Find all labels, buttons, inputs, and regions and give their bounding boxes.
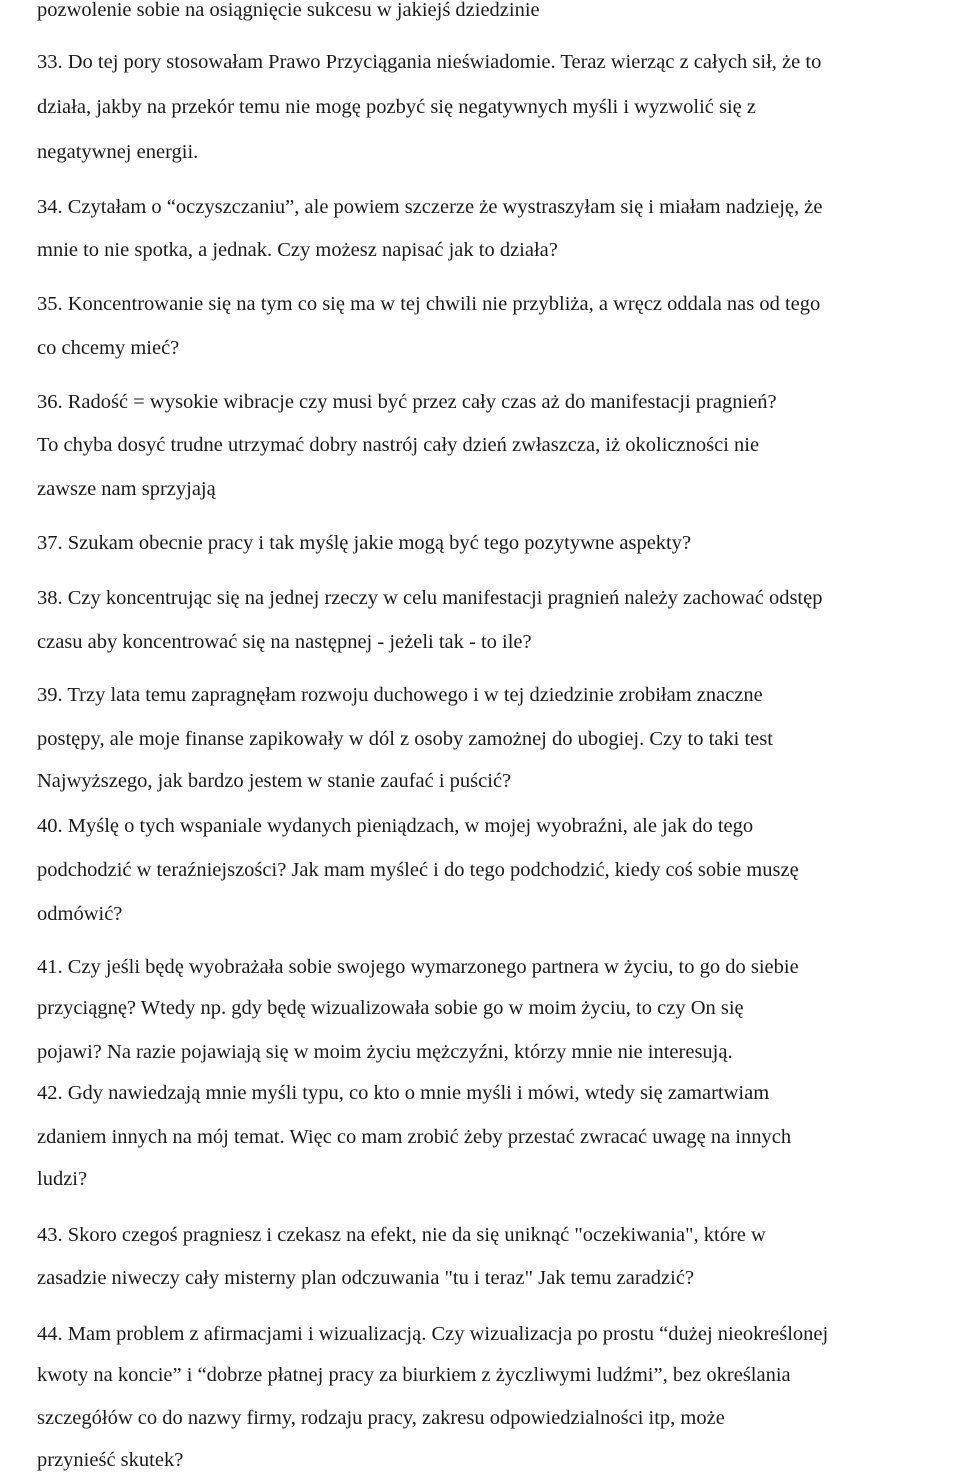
text-line: 39. Trzy lata temu zapragnęłam rozwoju duchowego i w tej dziedzinie zrobiłam znaczne bbox=[37, 684, 763, 706]
text-line: postępy, ale moje finanse zapikowały w dól z osoby zamożnej do ubogiej. Czy to taki test bbox=[37, 728, 773, 750]
text-line: 37. Szukam obecnie pracy i tak myślę jakie mogą być tego pozytywne aspekty? bbox=[37, 532, 692, 554]
text-line: czasu aby koncentrować się na następnej - jeżeli tak - to ile? bbox=[37, 631, 532, 653]
text-line: ludzi? bbox=[37, 1168, 88, 1190]
text-line: podchodzić w teraźniejszości? Jak mam myśleć i do tego podchodzić, kiedy coś sobie muszę bbox=[37, 859, 799, 881]
text-line: działa, jakby na przekór temu nie mogę pozbyć się negatywnych myśli i wyzwolić się z bbox=[37, 96, 756, 118]
text-line: 34. Czytałam o “oczyszczaniu”, ale powiem szczerze że wystraszyłam się i miałam nadzieję, że bbox=[37, 196, 823, 218]
text-line: co chcemy mieć? bbox=[37, 337, 180, 359]
text-line: przyciągnę? Wtedy np. gdy będę wizualizowała sobie go w moim życiu, to czy On się bbox=[37, 997, 744, 1019]
text-line: 33. Do tej pory stosowałam Prawo Przyciągania nieświadomie. Teraz wierząc z całych sił, że to bbox=[37, 51, 822, 73]
text-line: To chyba dosyć trudne utrzymać dobry nastrój cały dzień zwłaszcza, iż okoliczności nie bbox=[37, 434, 760, 456]
text-line: pozwolenie sobie na osiągnięcie sukcesu w jakiejś dziedzinie bbox=[37, 0, 540, 21]
text-line: mnie to nie spotka, a jednak. Czy możesz napisać jak to działa? bbox=[37, 239, 558, 261]
text-line: 35. Koncentrowanie się na tym co się ma w tej chwili nie przybliża, a wręcz oddala nas od tego bbox=[37, 293, 821, 315]
text-line: Najwyższego, jak bardzo jestem w stanie zaufać i puścić? bbox=[37, 770, 512, 792]
text-line: przynieść skutek? bbox=[37, 1449, 184, 1471]
text-line: 43. Skoro czegoś pragniesz i czekasz na efekt, nie da się uniknąć "oczekiwania", które w bbox=[37, 1224, 766, 1246]
text-line: szczegółów co do nazwy firmy, rodzaju pracy, zakresu odpowiedzialności itp, może bbox=[37, 1407, 725, 1429]
text-line: 38. Czy koncentrując się na jednej rzeczy w celu manifestacji pragnień należy zachować odstęp bbox=[37, 587, 823, 609]
text-line: kwoty na koncie” i “dobrze płatnej pracy za biurkiem z życzliwymi ludźmi”, bez określania bbox=[37, 1364, 791, 1386]
text-line: 44. Mam problem z afirmacjami i wizualizacją. Czy wizualizacja po prostu “dużej nieokreślonej bbox=[37, 1323, 829, 1345]
text-line: 42. Gdy nawiedzają mnie myśli typu, co kto o mnie myśli i mówi, wtedy się zamartwiam bbox=[37, 1082, 770, 1104]
text-line: 41. Czy jeśli będę wyobrażała sobie swojego wymarzonego partnera w życiu, to go do siebie bbox=[37, 956, 799, 978]
text-line: zasadzie niweczy cały misterny plan odczuwania "tu i teraz" Jak temu zaradzić? bbox=[37, 1267, 695, 1289]
text-line: negatywnej energii. bbox=[37, 141, 199, 163]
text-line: zdaniem innych na mój temat. Więc co mam zrobić żeby przestać zwracać uwagę na innych bbox=[37, 1126, 792, 1148]
text-line: zawsze nam sprzyjają bbox=[37, 478, 216, 500]
text-line: 40. Myślę o tych wspaniale wydanych pieniądzach, w mojej wyobraźni, ale jak do tego bbox=[37, 815, 754, 837]
text-line: 36. Radość = wysokie wibracje czy musi być przez cały czas aż do manifestacji pragnień? bbox=[37, 391, 777, 413]
text-line: pojawi? Na razie pojawiają się w moim życiu mężczyźni, którzy mnie nie interesują. bbox=[37, 1041, 733, 1063]
text-line: odmówić? bbox=[37, 903, 123, 925]
